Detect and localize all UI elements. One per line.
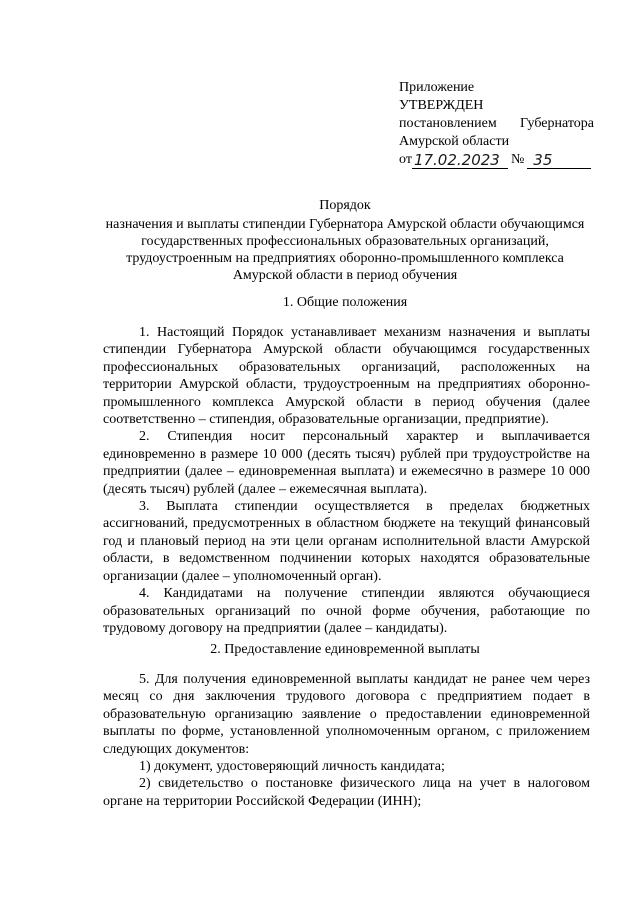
number-sign: № [510,152,525,167]
document-title [100,197,590,284]
title-heading: Порядок [319,198,371,213]
appendix-label: Приложение [399,80,475,95]
paragraph: 2. Стипендия носит персональный характер и выплачивается единовременно в размере 10 000 (десять тысяч) рублей при трудоустройстве на предприятии (далее – единовременная выплата) и ежемесячно в размере 10 000 (десять тысяч) рублей (далее – ежемесячная выплата). [103,429,590,497]
section-2-body [103,671,590,810]
paragraph: 1) документ, удостоверяющий личность кандидата; [139,759,445,775]
handwritten-number: 35 [527,152,591,169]
section-1-body [103,324,590,637]
region-label: Амурской области [399,134,510,149]
title-text: назначения и выплаты стипендии Губернатора Амурской области обучающимся государственных профессиональных образовательных организаций, трудоустроенным на предприятиях оборонно-промышленного комплекса Амурской области в период обучения [105,217,585,283]
paragraph: 5. Для получения единовременной выплаты кандидат не ранее чем через месяц со дня заключения трудового договора с предприятием подает в образовательную организацию заявление о предоставлении единовременной выплаты по форме, установленной уполномоченным органом, с приложением следующих документов: [103,672,590,757]
governor-label: Губернатора [519,116,594,131]
resolution-label: постановлением [399,116,497,131]
section-1-title: 1. Общие положения [282,295,408,310]
ot-label: от [399,152,412,167]
handwritten-date: 17.02.2023 [412,152,508,169]
approved-label: УТВЕРЖДЕН [399,98,484,113]
approval-block [399,79,594,169]
paragraph: 4. Кандидатами на получение стипендии являются обучающиеся образовательных организаций по очной форме обучения, работающие по трудовому договору на предприятии (далее – кандидаты). [103,586,590,636]
paragraph: 2) свидетельство о постановке физического лица на учет в налоговом органе на территории Российской Федерации (ИНН); [103,776,590,809]
paragraph: 1. Настоящий Порядок устанавливает механизм назначения и выплаты стипендии Губернатора Амурской области обучающимся государственных профессиональных образовательных организаций, расположенных на территории Амурской области, трудоустроенным на предприятиях оборонно-промышленного комплекса Амурской области в период обучения (далее соответственно – стипендия, образовательные организации, предприятие). [103,325,590,428]
section-2-title: 2. Предоставление единовременной выплаты [210,642,480,657]
paragraph: 3. Выплата стипендии осуществляется в пределах бюджетных ассигнований, предусмотренных в областном бюджете на текущий финансовый год и плановый период на эти цели органам исполнительной власти Амурской области, в ведомственном подчинении которых находятся образовательные организации (далее – уполномоченный орган). [103,499,590,584]
date-number-line [399,151,594,169]
resolution-line [399,115,594,133]
